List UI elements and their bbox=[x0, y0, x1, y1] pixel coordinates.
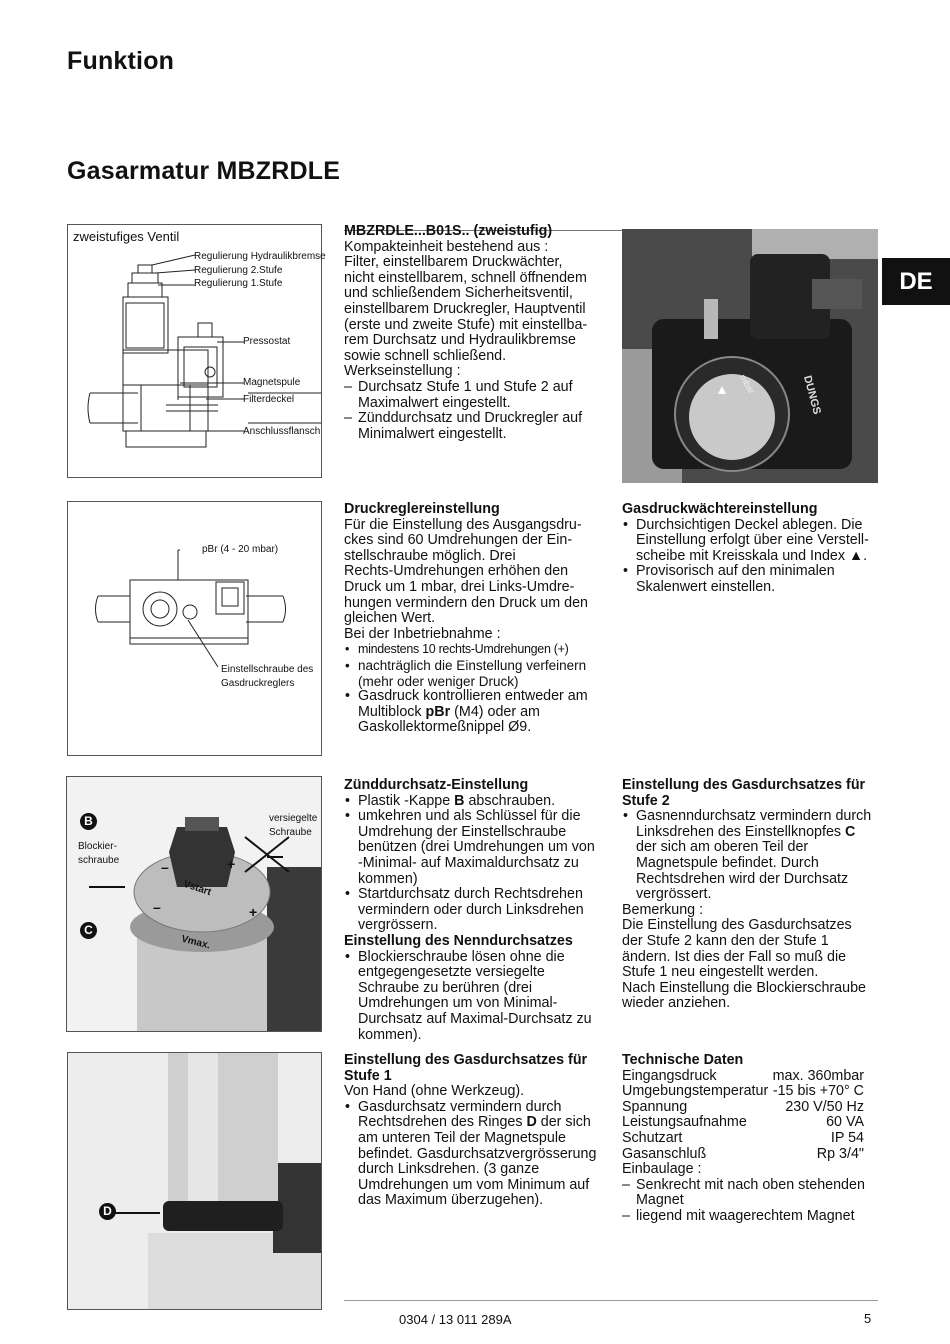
block-heading: Zünddurchsatz-Einstellung bbox=[344, 777, 529, 793]
block-heading: Druckreglereinstellung bbox=[344, 501, 500, 517]
label-pressostat: Pressostat bbox=[243, 336, 291, 347]
list-item: • umkehren und als Schlüssel für die Umdrehung der Einstellschraube benützen (drei Umdrehungen um von -Minimal- auf Maximaldurchsatz zu kommen) bbox=[344, 809, 602, 887]
valve-schematic bbox=[68, 225, 321, 477]
photo-ignition-cap bbox=[66, 776, 322, 1032]
text-line: einstellbarem Druckregler, Hauptventil bbox=[344, 300, 586, 317]
regulator-schematic bbox=[68, 502, 321, 755]
block-heading: Technische Daten bbox=[622, 1052, 744, 1068]
table-row: Gasanschluß Rp 3/4" bbox=[622, 1145, 864, 1162]
text-line: Bei der Inbetriebnahme : bbox=[344, 625, 501, 642]
settings-list bbox=[344, 380, 604, 442]
text-line: Druck um 1 mbar, drei Links-Umdre- bbox=[344, 578, 575, 595]
text-line: Für die Einstellung des Ausgangsdru- bbox=[344, 516, 582, 533]
list-item: • Durchsichtigen Deckel ablegen. Die Einstellung erfolgt über eine Verstell-scheibe mit Kreisskala und Index ▲. bbox=[622, 518, 878, 565]
block-heading: Einstellung des Nenndurchsatzes bbox=[344, 932, 573, 949]
stage2-list bbox=[622, 809, 878, 903]
brand-label: DUNGS bbox=[800, 374, 823, 416]
text-line: Stufe 1 neu eingestellt werden. bbox=[622, 964, 819, 981]
text-line: Von Hand (ohne Werkzeug). bbox=[344, 1083, 525, 1100]
section-title: Gasarmatur MBZRDLE bbox=[67, 157, 341, 185]
block-stage-2-flow bbox=[622, 778, 878, 1012]
label-filter-cover: Filterdeckel bbox=[243, 394, 295, 405]
text-line: hungen vermindern den Druck um den bbox=[344, 594, 588, 611]
list-item: • Gasnenndurchsatz vermindern durch Linksdrehen des Einstellknopfes C der sich am oberen Teil der Magnetspule befindet. Durch Rechtsdrehen wird der Durchsatz vergrössert. bbox=[622, 809, 878, 903]
list-item: • Plastik -Kappe B abschrauben. bbox=[344, 794, 602, 810]
text-line: ändern. Ist dies der Fall so muß die bbox=[622, 948, 847, 965]
list-item: • Provisorisch auf den minimalen Skalenwert einstellen. bbox=[622, 564, 878, 595]
svg-text:+: + bbox=[249, 904, 258, 920]
text-line: und schließendem Sicherheitsventil, bbox=[344, 285, 573, 302]
block-ignition-flow bbox=[344, 778, 602, 1043]
label-sealed-1: versiegelte bbox=[269, 813, 318, 824]
block-heading: MBZRDLE...B01S.. (zweistufig) bbox=[344, 223, 553, 239]
label-magnet-coil: Magnetspule bbox=[243, 377, 301, 388]
label-sealed-2: Schraube bbox=[269, 827, 312, 838]
label-stage-2: Regulierung 2.Stufe bbox=[194, 265, 283, 276]
label-blocking-2: schraube bbox=[78, 855, 120, 866]
document-number: 0304 / 13 011 289A bbox=[399, 1312, 512, 1327]
commissioning-list bbox=[344, 642, 602, 736]
list-item: • Gasdurchsatz vermindern durch Rechtsdrehen des Ringes D der sich am unteren Teil der Magnetspule befindet. Gasdurchsatzvergrösserung durch Linksdrehen. (3 ganze Umdrehungen um vom Minimum auf das Maximum überzugehen). bbox=[344, 1100, 602, 1209]
list-item: – Durchsatz Stufe 1 und Stufe 2 auf Maximalwert eingestellt. bbox=[344, 380, 604, 411]
text-line: (erste und zweite Stufe) mit einstellba- bbox=[344, 316, 588, 333]
block-regulator-setting bbox=[344, 502, 602, 736]
table-row: Leistungsaufnahme 60 VA bbox=[622, 1114, 864, 1131]
text-line: Einbaulage : bbox=[622, 1161, 702, 1178]
text-line: Kompakteinheit bestehend aus : bbox=[344, 238, 549, 255]
text-line: stellschraube möglich. Drei bbox=[344, 547, 516, 564]
photo-stage1-ring bbox=[67, 1052, 322, 1310]
text-line: sowie schnell schließend. bbox=[344, 347, 507, 364]
unit-label: mbar bbox=[737, 372, 757, 396]
photo-pressure-switch bbox=[622, 229, 878, 483]
ring-illustration bbox=[68, 1053, 322, 1310]
text-line: gleichen Wert. bbox=[344, 610, 436, 627]
table-row: Eingangsdruck max. 360mbar bbox=[622, 1067, 864, 1084]
label-screw-1: Einstellschraube des bbox=[221, 664, 314, 675]
nominal-list bbox=[344, 950, 602, 1044]
pressure-switch-illustration bbox=[622, 229, 878, 483]
figure-pressure-regulator bbox=[67, 501, 322, 756]
label-hydraulic-brake: Regulierung Hydraulikbremse bbox=[194, 251, 326, 262]
text-line: Nach Einstellung die Blockierschraube bbox=[622, 979, 866, 996]
text-line: Rechts-Umdrehungen erhöhen den bbox=[344, 563, 569, 580]
list-item: • Startdurchsatz durch Rechtsdrehen vermindern oder durch Linksdrehen vergrössern. bbox=[344, 887, 602, 934]
language-badge: DE bbox=[882, 258, 950, 305]
badge-c: C bbox=[80, 922, 97, 939]
table-row: Spannung 230 V/50 Hz bbox=[622, 1098, 864, 1115]
label-blocking-1: Blockier- bbox=[78, 841, 117, 852]
block-technical-data bbox=[622, 1053, 878, 1225]
badge-b: B bbox=[80, 813, 97, 830]
text-line: rem Durchsatz und Hydraulikbremse bbox=[344, 332, 577, 349]
list-item: – liegend mit waagerechtem Magnet bbox=[622, 1209, 878, 1225]
list-item: • nachträglich die Einstellung verfeinern (mehr oder weniger Druck) bbox=[344, 658, 602, 689]
list-item: • Gasdruck kontrollieren entweder am Multiblock pBr (M4) oder am Gaskollektormeßnippel Ø9. bbox=[344, 689, 602, 736]
label-pbr: pBr (4 - 20 mbar) bbox=[202, 544, 279, 555]
block-mbzrdle bbox=[344, 224, 604, 442]
text-line: der Stufe 2 kann den der Stufe 1 bbox=[622, 932, 829, 949]
figure-title: zweistufiges Ventil bbox=[73, 229, 180, 244]
label-flange: Anschlussflansch bbox=[243, 426, 321, 437]
block-stage-1-flow bbox=[344, 1053, 602, 1209]
figure-two-stage-valve bbox=[67, 224, 326, 478]
label-vmax: Vmax. bbox=[180, 933, 212, 952]
page-number: 5 bbox=[864, 1311, 872, 1326]
text-line: wieder anziehen. bbox=[622, 995, 731, 1012]
text-line: Die Einstellung des Gasdurchsatzes bbox=[622, 917, 852, 934]
switch-list bbox=[622, 518, 878, 596]
ignition-list bbox=[344, 794, 602, 934]
footer-divider bbox=[344, 1300, 878, 1301]
table-row: Umgebungstemperatur -15 bis +70° C bbox=[622, 1083, 864, 1100]
svg-text:–: – bbox=[161, 859, 169, 875]
block-heading: Gasdruckwächtereinstellung bbox=[622, 501, 818, 517]
list-item: – Senkrecht mit nach oben stehenden Magnet bbox=[622, 1178, 878, 1209]
table-row: Schutzart IP 54 bbox=[622, 1129, 864, 1146]
text-line: Bemerkung : bbox=[622, 901, 704, 918]
page-title: Funktion bbox=[67, 47, 175, 75]
block-heading: Einstellung des Gasdurchsatzes für Stufe 1 bbox=[344, 1052, 588, 1084]
list-item: • Blockierschraube lösen ohne die entgegengesetzte versiegelte Schraube zu berühren (drei Umdrehungen um von Minimal-Durchsatz auf Maximal-Durchsatz zu kommen). bbox=[344, 950, 602, 1044]
label-stage-1: Regulierung 1.Stufe bbox=[194, 278, 283, 289]
block-pressure-switch-setting bbox=[622, 502, 878, 596]
text-line: Werkseinstellung : bbox=[344, 363, 461, 380]
mounting-list bbox=[622, 1178, 878, 1225]
text-line: Filter, einstellbarem Druckwächter, bbox=[344, 254, 563, 271]
stage1-list bbox=[344, 1100, 602, 1209]
label-screw-2: Gasdruckreglers bbox=[221, 678, 295, 689]
svg-text:+: + bbox=[227, 856, 236, 872]
label-vstart: Vstart bbox=[181, 878, 213, 899]
svg-text:–: – bbox=[153, 899, 161, 915]
block-heading: Einstellung des Gasdurchsatzes für Stufe 2 bbox=[622, 777, 866, 809]
badge-d: D bbox=[99, 1203, 116, 1220]
text-line: ckes sind 60 Umdrehungen der Ein- bbox=[344, 532, 573, 549]
list-item: • mindestens 10 rechts-Umdrehungen (+) bbox=[344, 642, 602, 658]
text-line: nicht einstellbarem, schnell öffnendem bbox=[344, 269, 587, 286]
list-item: – Zünddurchsatz und Druckregler auf Minimalwert eingestellt. bbox=[344, 411, 604, 442]
